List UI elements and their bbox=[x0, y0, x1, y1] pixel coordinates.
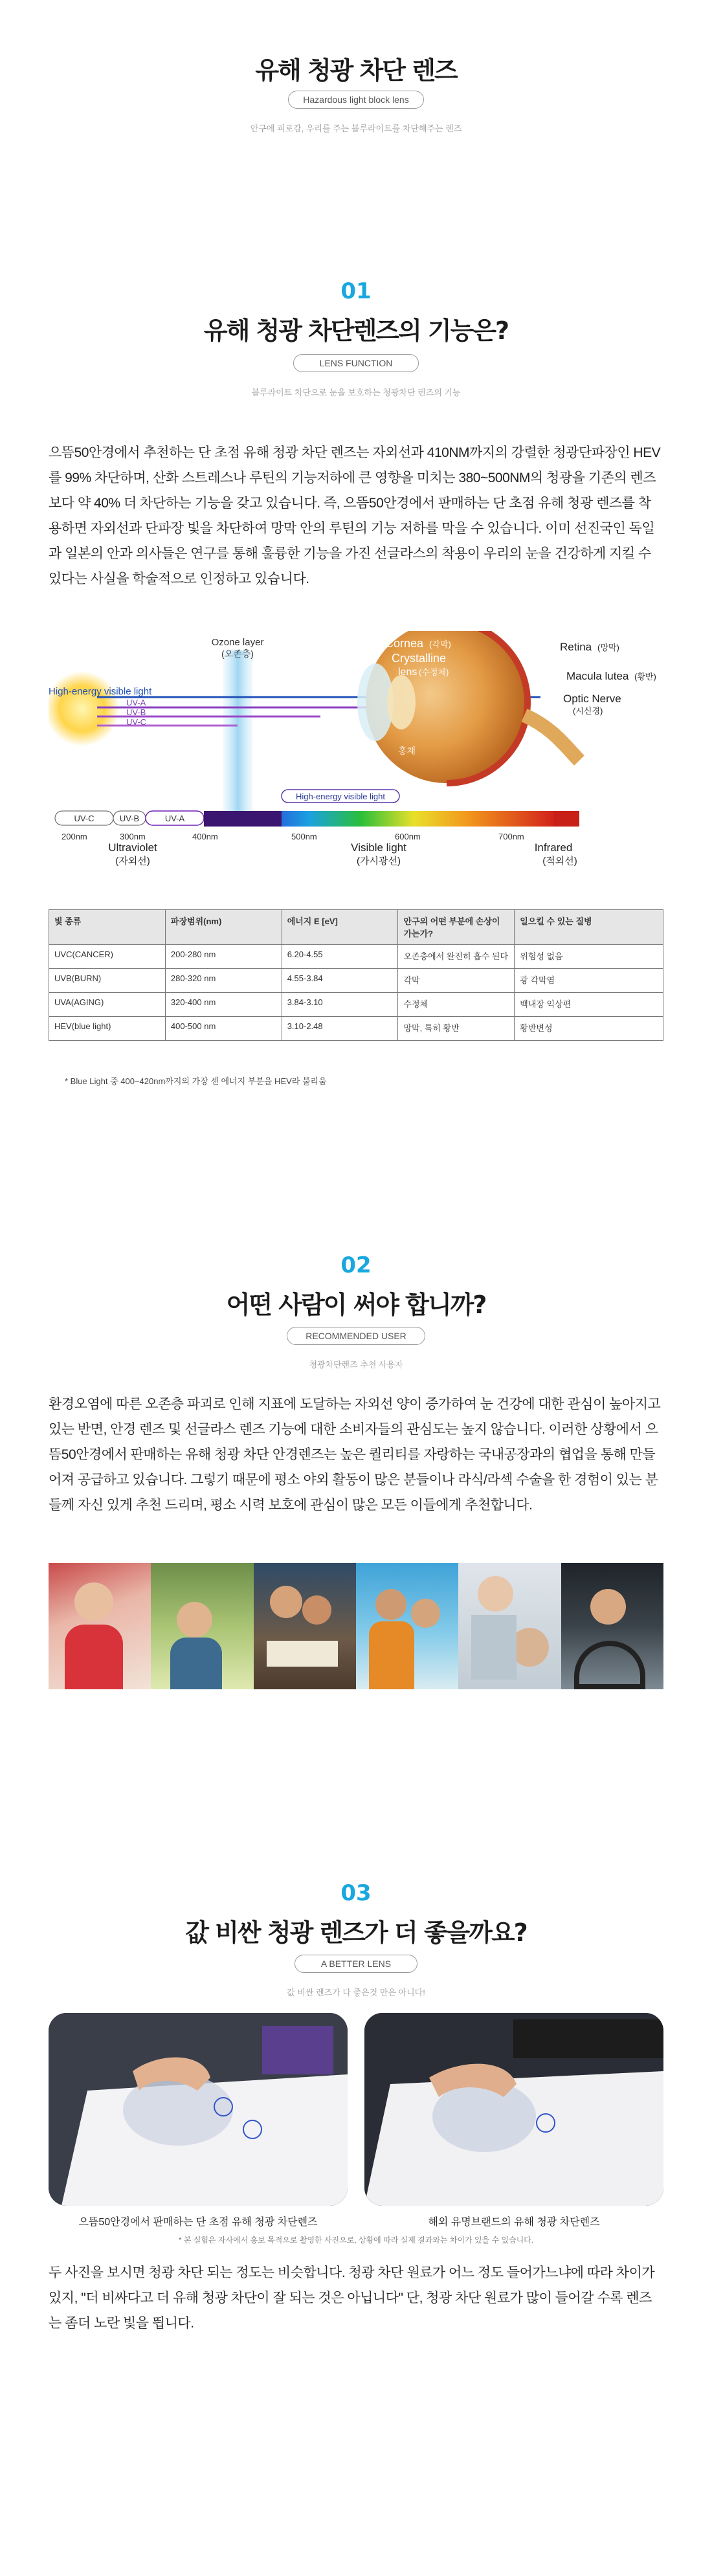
macula-label-ko: (황반) bbox=[634, 672, 656, 682]
table-cell: 위험성 없음 bbox=[515, 945, 663, 969]
table-header: 빛 종류 bbox=[49, 910, 166, 945]
hero-pill: Hazardous light block lens bbox=[288, 91, 423, 109]
table-header-row bbox=[49, 910, 663, 945]
optic-label-ko: (시신경) bbox=[573, 706, 603, 716]
section3-paragraph: 두 사진을 보시면 청광 차단 되는 정도는 비슷합니다. 청광 차단 원료가 어느 정도 들어가느냐에 따라 차이가 있지, "더 비싸다고 더 유해 청광 차단이 잘 되는 것은 아닙니다" 단, 청광 차단 원료가 많이 들어갈 수록 렌즈는 좀더 노란 빛을 띕니다. bbox=[49, 2265, 655, 2331]
lens-test-photo-ours bbox=[49, 2013, 348, 2206]
uvb-ray-label: UV-B bbox=[126, 707, 146, 717]
lens-test-scene-ours bbox=[49, 2013, 348, 2206]
hero-pill-wrap bbox=[0, 91, 712, 109]
table-cell: 오존층에서 완전히 흡수 된다 bbox=[398, 945, 515, 969]
section1-pill-wrap bbox=[0, 354, 712, 372]
photo-driver bbox=[561, 1563, 663, 1689]
cornea-label: Cornea bbox=[385, 637, 424, 650]
tick-label: 700nm bbox=[498, 832, 524, 841]
table-row bbox=[49, 1017, 663, 1041]
optic-nerve-icon bbox=[524, 715, 579, 761]
tick-label: 500nm bbox=[291, 832, 317, 841]
ozone-layer-band bbox=[223, 650, 252, 812]
table-cell: 3.10-2.48 bbox=[282, 1017, 398, 1041]
uvc-band-label: UV-C bbox=[74, 814, 95, 823]
section1-number: 01 bbox=[340, 278, 372, 304]
macula-label: Macula lutea bbox=[566, 670, 629, 682]
lens-label: lens bbox=[398, 667, 417, 678]
table-cell: 6.20-4.55 bbox=[282, 945, 398, 969]
section2-pill: RECOMMENDED USER bbox=[287, 1327, 425, 1345]
crystalline-label: Crystalline bbox=[392, 652, 447, 665]
hev-band-label: High-energy visible light bbox=[295, 792, 386, 801]
retina-label-ko: (망막) bbox=[597, 643, 619, 652]
table-row bbox=[49, 945, 663, 969]
table-cell: UVB(BURN) bbox=[49, 969, 166, 993]
lens-test-photo-brand bbox=[364, 2013, 663, 2206]
section2-pill-wrap bbox=[0, 1327, 712, 1345]
uva-band-label: UV-A bbox=[164, 814, 185, 823]
ozone-label: Ozone layer bbox=[211, 637, 264, 648]
table-cell: 3.84-3.10 bbox=[282, 993, 398, 1017]
ultraviolet-label: Ultraviolet bbox=[108, 841, 157, 854]
photo-boy-outdoors bbox=[151, 1563, 253, 1689]
visible-label-ko: (가시광선) bbox=[357, 856, 401, 867]
tick-label: 200nm bbox=[61, 832, 87, 841]
eye-diagram-svg bbox=[49, 631, 663, 883]
experiment-note: * 본 실험은 자사에서 홍보 목적으로 촬영한 사진으로, 상황에 따라 실제 결과와는 차이가 있을 수 있습니다. bbox=[178, 2236, 534, 2245]
hev-ray-label: High-energy visible light bbox=[49, 686, 152, 697]
section1-pill: LENS FUNCTION bbox=[293, 354, 419, 372]
table-cell: 200-280 nm bbox=[165, 945, 282, 969]
hero-subtitle: 안구에 피로감, 우리를 주는 블루라이트를 차단해주는 렌즈 bbox=[250, 124, 462, 133]
table-cell: UVC(CANCER) bbox=[49, 945, 166, 969]
section3-title: 값 비싼 청광 렌즈가 더 좋을까요? bbox=[185, 1918, 527, 1947]
table-header: 일으킬 수 있는 질병 bbox=[515, 910, 663, 945]
caption-brand: 해외 유명브랜드의 유해 청광 차단렌즈 bbox=[428, 2217, 600, 2228]
sun-icon bbox=[49, 671, 120, 746]
photo-seniors bbox=[458, 1563, 561, 1689]
uvb-band-label: UV-B bbox=[119, 814, 140, 823]
table-header: 안구의 어떤 부분에 손상이 가는가? bbox=[398, 910, 515, 945]
table-cell: 각막 bbox=[398, 969, 515, 993]
cornea-label-ko: (각막) bbox=[429, 639, 451, 649]
tick-label: 300nm bbox=[120, 832, 146, 841]
hero-title: 유해 청광 차단 렌즈 bbox=[255, 56, 457, 85]
table-cell: 400-500 nm bbox=[165, 1017, 282, 1041]
crystalline-lens-icon bbox=[387, 675, 416, 729]
hev-spectrum-band bbox=[204, 811, 282, 827]
light-type-table bbox=[49, 909, 663, 1041]
caption-ours: 으뜸50안경에서 판매하는 단 초점 유해 청광 차단렌즈 bbox=[78, 2217, 318, 2228]
section2-subtitle: 청광차단렌즈 추천 사용자 bbox=[309, 1360, 403, 1370]
table-cell: 4.55-3.84 bbox=[282, 969, 398, 993]
table-cell: 백내장 익상편 bbox=[515, 993, 663, 1017]
infrared-label: Infrared bbox=[534, 841, 573, 854]
retina-label: Retina bbox=[560, 641, 592, 653]
table-cell: 망막, 특히 황반 bbox=[398, 1017, 515, 1041]
section2-title: 어떤 사람이 써야 합니까? bbox=[226, 1291, 486, 1319]
ozone-label-ko: (오존층) bbox=[221, 649, 254, 659]
table-header: 에너지 E [eV] bbox=[282, 910, 398, 945]
optic-label: Optic Nerve bbox=[563, 693, 621, 705]
uva-ray-label: UV-A bbox=[126, 698, 146, 707]
photo-couple-reading bbox=[254, 1563, 356, 1689]
ultraviolet-label-ko: (자외선) bbox=[115, 856, 150, 867]
section3-pill-wrap bbox=[0, 1955, 712, 1973]
section3-number: 03 bbox=[340, 1880, 372, 1906]
photo-hikers bbox=[356, 1563, 458, 1689]
section1-title: 유해 청광 차단렌즈의 기능은? bbox=[203, 316, 509, 345]
table-row bbox=[49, 969, 663, 993]
table-cell: HEV(blue light) bbox=[49, 1017, 166, 1041]
recommended-user-photos bbox=[49, 1563, 663, 1689]
section1-paragraph: 으뜸50안경에서 추천하는 단 초점 유해 청광 차단 렌즈는 자외선과 410NM까지의 강렬한 청광단파장인 HEV를 99% 차단하며, 산화 스트레스나 루틴의 기능저하에 큰 영향을 미치는 380~500NM의 청광을 기존의 렌즈보다 약 40% 더 차단하는 기능을 갖고 있습니다. 즉, 으뜸50안경에서 판매하는 단 초점 유해 청광 렌즈를 착용하면 자외선과 단파장 빛을 차단하여 망막 안의 루틴의 기능 저하를 막을 수 있습니다. 이미 선진국인 독일과 일본의 안과 의사들은 연구를 통해 훌륭한 기능을 가진 선글라스의 착용이 우리의 눈을 건강하게 지킬 수 있다는 사실을 학술적으로 인정하고 있습니다. bbox=[49, 445, 661, 586]
table-cell: 광 각막염 bbox=[515, 969, 663, 993]
table-header: 파장범위(nm) bbox=[165, 910, 282, 945]
table-cell: UVA(AGING) bbox=[49, 993, 166, 1017]
table-note: * Blue Light 중 400~420nm까지의 가장 센 에너지 부분을 HEV라 불리움 bbox=[65, 1076, 327, 1086]
iris-label: 홍채 bbox=[398, 746, 416, 756]
infrared-band bbox=[553, 811, 579, 827]
table-cell: 수정체 bbox=[398, 993, 515, 1017]
table-cell: 황반변성 bbox=[515, 1017, 663, 1041]
section1-subtitle: 블루라이트 차단으로 눈을 보호하는 청광차단 렌즈의 기능 bbox=[251, 388, 461, 397]
section2-paragraph: 환경오염에 따른 오존층 파괴로 인해 지표에 도달하는 자외선 양이 증가하여 눈 건강에 대한 관심이 높아지고 있는 반면, 안경 렌즈 및 선글라스 렌즈 기능에 대한 소비자들의 관심도는 높지 않습니다. 이러한 상황에서 으뜸50안경에서 판매하는 유해 청광 차단 안경렌즈는 높은 퀄리티를 자랑하는 국내공장과의 협업을 통해 만들어져 공급하고 있습니다. 그렇기 때문에 평소 야외 활동이 많은 분들이나 라식/라섹 수술을 한 경험이 있는 분들께 자신 있게 추천 드리며, 평소 시력 보호에 관심이 많은 모든 이들에게 추천합니다. bbox=[49, 1397, 661, 1513]
eye-diagram bbox=[49, 631, 663, 883]
tick-label: 600nm bbox=[395, 832, 421, 841]
table-cell: 280-320 nm bbox=[165, 969, 282, 993]
tick-label: 400nm bbox=[192, 832, 218, 841]
lens-label-ko: (수정체) bbox=[419, 667, 449, 677]
table-cell: 320-400 nm bbox=[165, 993, 282, 1017]
section3-subtitle: 값 비싼 렌즈가 다 좋은것 만은 아니다! bbox=[287, 1988, 425, 1997]
lens-test-scene-brand bbox=[364, 2013, 663, 2206]
uvc-ray-label: UV-C bbox=[126, 717, 147, 727]
section3-pill: A BETTER LENS bbox=[295, 1955, 417, 1973]
table-row bbox=[49, 993, 663, 1017]
section2-number: 02 bbox=[340, 1252, 372, 1278]
visible-label: Visible light bbox=[351, 841, 406, 854]
infrared-label-ko: (적외선) bbox=[542, 856, 577, 867]
photo-girl-with-glasses bbox=[49, 1563, 151, 1689]
